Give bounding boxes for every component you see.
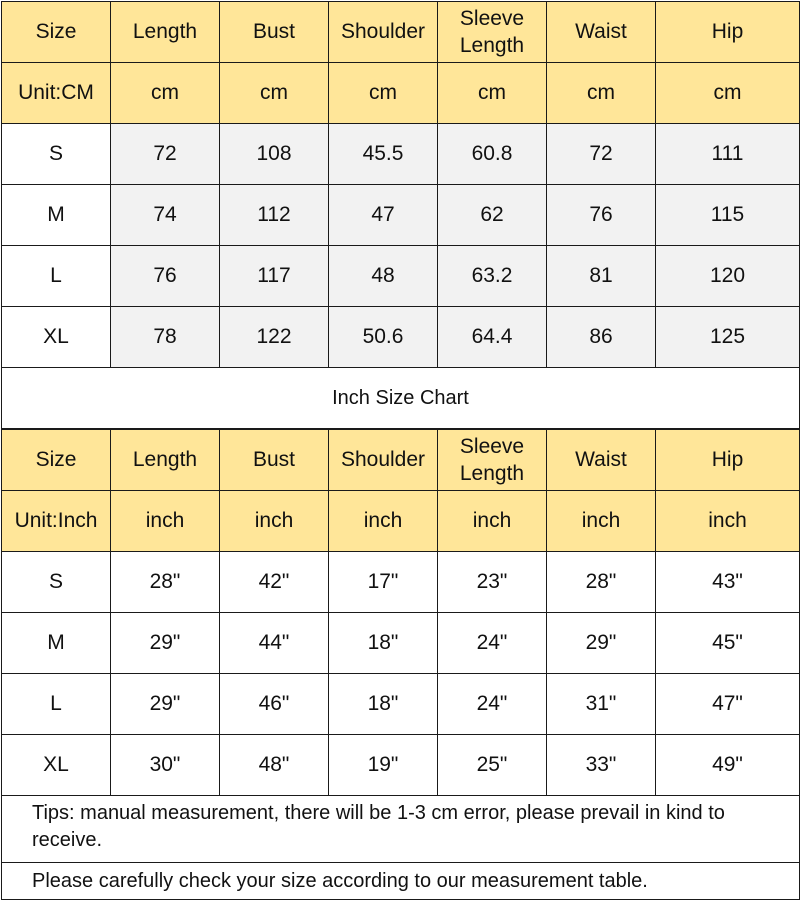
sleeve-length-label-line: Sleeve <box>459 6 525 30</box>
sleeve-length-label-line: Sleeve <box>459 434 525 458</box>
measurement-cell: 44" <box>220 613 329 674</box>
measurement-cell: 115 <box>656 185 800 246</box>
inch-unit-row <box>2 491 800 552</box>
inch-table-row <box>2 735 800 796</box>
measurement-cell: 122 <box>220 307 329 368</box>
unit-cell: inch <box>438 491 547 552</box>
inch-chart-title: Inch Size Chart <box>2 368 800 429</box>
measurement-cell: 17" <box>329 552 438 613</box>
unit-cell: inch <box>220 491 329 552</box>
measurement-cell: 29" <box>111 674 220 735</box>
size-cell: L <box>2 246 111 307</box>
measurement-cell: 23" <box>438 552 547 613</box>
unit-cell: cm <box>438 63 547 124</box>
measurement-cell: 48 <box>329 246 438 307</box>
measurement-cell: 47 <box>329 185 438 246</box>
measurement-cell: 45.5 <box>329 124 438 185</box>
column-header-bust: Bust <box>220 430 329 491</box>
unit-label: Unit:Inch <box>2 491 111 552</box>
inch-table-row <box>2 613 800 674</box>
measurement-cell: 49" <box>656 735 800 796</box>
column-header-size: Size <box>2 2 111 63</box>
measurement-cell: 24" <box>438 613 547 674</box>
measurement-cell: 117 <box>220 246 329 307</box>
measurement-cell: 81 <box>547 246 656 307</box>
measurement-cell: 46" <box>220 674 329 735</box>
measurement-cell: 108 <box>220 124 329 185</box>
measurement-cell: 63.2 <box>438 246 547 307</box>
measurement-cell: 28" <box>547 552 656 613</box>
size-cell: M <box>2 613 111 674</box>
measurement-cell: 29" <box>547 613 656 674</box>
column-header-length: Length <box>111 2 220 63</box>
tips-row <box>2 796 800 863</box>
inch-table-row <box>2 552 800 613</box>
measurement-cell: 30" <box>111 735 220 796</box>
measurement-cell: 76 <box>547 185 656 246</box>
inch-header-row <box>2 430 800 491</box>
measurement-cell: 31" <box>547 674 656 735</box>
column-header-waist: Waist <box>547 2 656 63</box>
column-header-bust: Bust <box>220 2 329 63</box>
measurement-cell: 60.8 <box>438 124 547 185</box>
note-text: Please carefully check your size according to our measurement table. <box>2 863 800 900</box>
unit-cell: cm <box>111 63 220 124</box>
size-cell: M <box>2 185 111 246</box>
unit-cell: inch <box>547 491 656 552</box>
cm-table-row <box>2 185 800 246</box>
cm-table-row <box>2 246 800 307</box>
sleeve-length-label-line: Length <box>459 462 525 485</box>
size-chart <box>1 1 799 906</box>
measurement-cell: 18" <box>329 613 438 674</box>
measurement-cell: 29" <box>111 613 220 674</box>
inch-size-table <box>1 429 800 900</box>
column-header-sleeve-length <box>438 2 547 63</box>
measurement-cell: 74 <box>111 185 220 246</box>
cm-table-row <box>2 307 800 368</box>
cm-table-row <box>2 124 800 185</box>
measurement-cell: 78 <box>111 307 220 368</box>
tips-text: Tips: manual measurement, there will be 1-3 cm error, please prevail in kind to receive. <box>2 796 800 863</box>
unit-cell: cm <box>656 63 800 124</box>
unit-cell: inch <box>656 491 800 552</box>
measurement-cell: 111 <box>656 124 800 185</box>
note-row <box>2 863 800 900</box>
measurement-cell: 43" <box>656 552 800 613</box>
inch-table-body <box>2 430 800 900</box>
column-header-shoulder: Shoulder <box>329 430 438 491</box>
size-cell: S <box>2 552 111 613</box>
measurement-cell: 86 <box>547 307 656 368</box>
measurement-cell: 125 <box>656 307 800 368</box>
unit-cell: cm <box>329 63 438 124</box>
measurement-cell: 120 <box>656 246 800 307</box>
measurement-cell: 112 <box>220 185 329 246</box>
measurement-cell: 72 <box>547 124 656 185</box>
column-header-sleeve-length <box>438 430 547 491</box>
cm-header-row <box>2 2 800 63</box>
inch-title-row <box>2 368 800 429</box>
measurement-cell: 18" <box>329 674 438 735</box>
measurement-cell: 76 <box>111 246 220 307</box>
cm-table-body <box>2 2 800 429</box>
cm-unit-row <box>2 63 800 124</box>
column-header-length: Length <box>111 430 220 491</box>
measurement-cell: 24" <box>438 674 547 735</box>
size-cell: L <box>2 674 111 735</box>
measurement-cell: 42" <box>220 552 329 613</box>
column-header-hip: Hip <box>656 430 800 491</box>
sleeve-length-label-line: Length <box>459 34 525 57</box>
measurement-cell: 45" <box>656 613 800 674</box>
measurement-cell: 62 <box>438 185 547 246</box>
unit-cell: inch <box>111 491 220 552</box>
inch-table-row <box>2 674 800 735</box>
size-cell: S <box>2 124 111 185</box>
column-header-hip: Hip <box>656 2 800 63</box>
cm-size-table <box>1 1 800 429</box>
measurement-cell: 25" <box>438 735 547 796</box>
measurement-cell: 48" <box>220 735 329 796</box>
unit-label: Unit:CM <box>2 63 111 124</box>
column-header-size: Size <box>2 430 111 491</box>
size-cell: XL <box>2 735 111 796</box>
unit-cell: cm <box>220 63 329 124</box>
measurement-cell: 47" <box>656 674 800 735</box>
size-cell: XL <box>2 307 111 368</box>
measurement-cell: 50.6 <box>329 307 438 368</box>
measurement-cell: 19" <box>329 735 438 796</box>
column-header-shoulder: Shoulder <box>329 2 438 63</box>
measurement-cell: 64.4 <box>438 307 547 368</box>
measurement-cell: 33" <box>547 735 656 796</box>
measurement-cell: 28" <box>111 552 220 613</box>
column-header-waist: Waist <box>547 430 656 491</box>
unit-cell: inch <box>329 491 438 552</box>
measurement-cell: 72 <box>111 124 220 185</box>
unit-cell: cm <box>547 63 656 124</box>
